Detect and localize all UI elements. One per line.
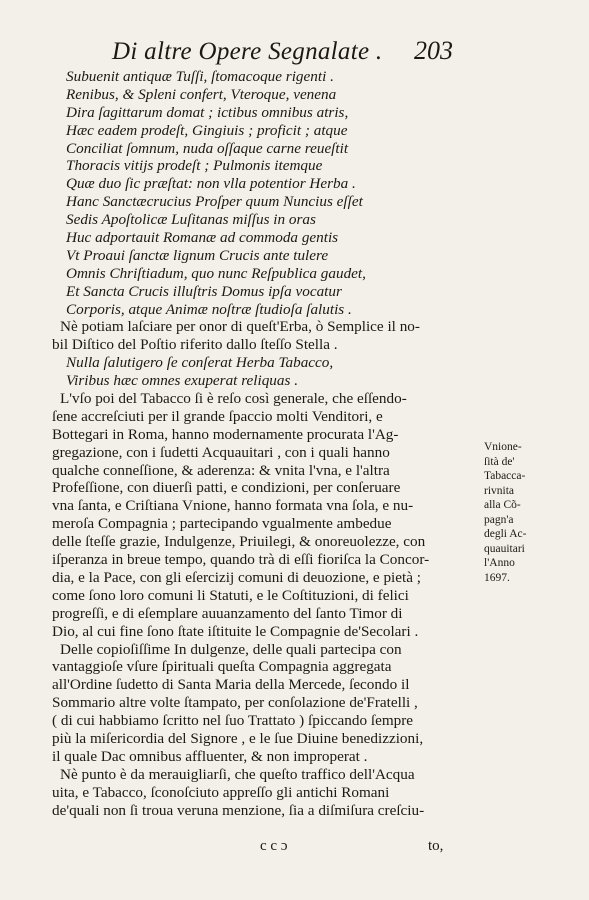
text-line: più la miſericordia del Signore , e le ſue Diuine benedizzioni,	[52, 729, 424, 747]
marginal-note-line: rivnita	[484, 484, 515, 497]
verse-line: Nulla ſalutigero ſe conſerat Herba Tabacco,	[66, 354, 334, 372]
marginal-note-line: Tabacca-	[484, 470, 526, 482]
marginal-note-line: degli Ac-	[484, 528, 527, 540]
verse-line: Quæ duo ſic præſtat: non vlla potentior Herba .	[66, 175, 356, 193]
text-line: Sommario altre volte ſtampato, per conſolazione de'Fratelli ,	[52, 694, 418, 712]
text-line: iſperanza in breue tempo, quando trà di eſſi fioriſca la Concor-	[52, 551, 430, 569]
verse-line: Sedis Apoſtolicæ Luſitanas miſſus in oras	[66, 211, 316, 229]
verse-line: Et Sancta Crucis illuſtris Domus ipſa vocatur	[66, 282, 342, 300]
running-header	[112, 36, 482, 72]
verse-line: Hæc eadem prodeſt, Gingiuis ; proficit ; atque	[66, 121, 348, 139]
text-line: vantaggioſe vſure ſpirituali queſta Compagnia aggregata	[52, 658, 392, 676]
verse-line: Vt Proaui ſanctæ lignum Crucis ante tulere	[66, 246, 329, 264]
marginal-note-line: ſità de'	[484, 455, 515, 468]
text-line: bil Diſtico del Poſtio riferito dallo ſteſſo Stella .	[52, 336, 338, 354]
text-line: ( di cui habbiamo ſcritto nel ſuo Trattato ) ſpiccando ſempre	[52, 712, 414, 730]
text-line: vna ſanta, e Criſtiana Vnione, hanno formata vna ſola, e nu-	[52, 497, 414, 515]
marginal-note-line: l'Anno	[484, 557, 515, 569]
verse-line: Viribus hæc omnes exuperat reliquas .	[66, 372, 299, 390]
signature-mark: c c ɔ	[260, 838, 288, 854]
page-number: 203	[414, 36, 453, 65]
text-line: Nè punto è da merauigliarſi, che queſto traffico dell'Acqua	[60, 765, 415, 783]
verse-line: Dira ſagittarum domat ; ictibus omnibus atris,	[66, 103, 349, 121]
verse-line: Corporis, atque Animæ noſtræ ſtudioſa ſalutis .	[66, 300, 352, 318]
text-line: meroſa Compagnia ; partecipando vgualmente ambedue	[52, 515, 392, 533]
marginal-note-line: pagn'a	[484, 513, 514, 526]
marginal-note-line: alla Cõ-	[484, 499, 521, 511]
marginal-note-line: 1697.	[484, 571, 510, 584]
verse-line: Conciliat ſomnum, nuda oſſaque carne reueſtit	[66, 139, 349, 157]
running-title: Di altre Opere Segnalate .	[112, 38, 383, 65]
text-line: delle ſteſſe grazie, Indulgenze, Priuilegi, & onoreuolezze, con	[52, 533, 426, 551]
marginal-note	[484, 440, 584, 585]
text-line: progreſſi, e di eſemplare auuanzamento del ſanto Timor di	[52, 604, 403, 622]
text-line: gregazione, con i ſudetti Acquauitari , con i quali hanno	[52, 443, 390, 461]
text-line: ſene accreſciuti per il grande ſpaccio molti Venditori, e	[52, 407, 383, 425]
verse-line: Renibus, & Spleni confert, Vteroque, venena	[66, 85, 337, 103]
text-line: come ſono loro comuni li Statuti, e le Coſtituzioni, di felici	[52, 586, 409, 604]
text-line: all'Ordine ſudetto di Santa Maria della Mercede, ſecondo il	[52, 676, 410, 694]
verse-line: Thoracis vitijs prodeſt ; Pulmonis itemque	[66, 157, 323, 175]
text-line: Delle copioſiſſime In dulgenze, delle quali partecipa con	[60, 640, 402, 658]
verse-line: Subuenit antiquæ Tuſſi, ſtomacoque rigenti .	[66, 68, 334, 85]
verse-line: Hanc Sanctæcrucius Proſper quum Nuncius eſſet	[66, 193, 363, 211]
text-line: Bottegari in Roma, hanno modernamente procurata l'Ag-	[52, 425, 399, 443]
text-line: il quale Dac omnibus affluenter, & non improperat .	[52, 747, 368, 765]
page-footer	[260, 838, 490, 860]
marginal-note-line: Vnione-	[484, 441, 522, 453]
text-line: Profeſſione, con diuerſi patti, e condizioni, per conſeruare	[52, 479, 401, 497]
text-line: L'vſo poi del Tabacco ſi è reſo così generale, che eſſendo-	[60, 390, 407, 408]
main-text-block	[52, 68, 480, 819]
text-line: Dio, al cui fine ſono ſtate iſtituite le Compagnie de'Secolari .	[52, 622, 419, 640]
marginal-note-line: quauitari	[484, 542, 525, 555]
text-line: uita, e Tabacco, ſconoſciuto appreſſo gli antichi Romani	[52, 783, 390, 801]
catchword: to,	[428, 838, 444, 854]
text-line: qualche conneſſione, & aderenza: & vnita l'vna, e l'altra	[52, 461, 390, 479]
verse-line: Omnis Chriſtiadum, quo nunc Reſpublica gaudet,	[66, 264, 366, 282]
verse-line: Huc adportauit Romanæ ad commoda gentis	[66, 229, 339, 247]
text-line: dia, e la Pace, con gli eſercizij comuni di deuozione, e pietà ;	[52, 568, 421, 586]
text-line: Nè potiam laſciare per onor di queſt'Erba, ò Semplice il no-	[60, 318, 420, 336]
text-line: de'quali non ſi troua veruna menzione, ſia a diſmiſura creſciu-	[52, 801, 425, 819]
